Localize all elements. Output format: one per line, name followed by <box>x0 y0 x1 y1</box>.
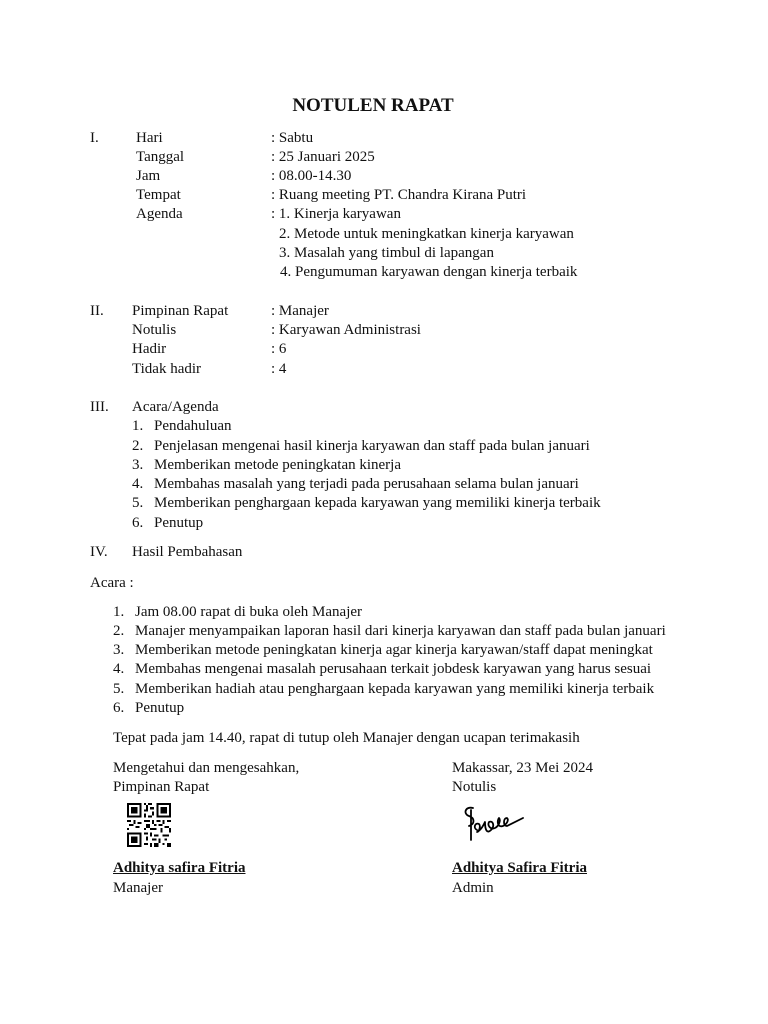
list-item-number: 2. <box>132 438 144 454</box>
value-tidak-hadir: : 4 <box>271 361 287 377</box>
label-pimpinan: Pimpinan Rapat <box>132 303 229 319</box>
value-pimpinan: : Manajer <box>271 303 329 319</box>
list-item-number: 3. <box>132 457 144 473</box>
list-item: Membahas mengenai masalah perusahaan terkait jobdesk karyawan yang harus sesuai <box>135 661 652 677</box>
section-heading: Acara/Agenda <box>132 399 219 415</box>
value-agenda: : 1. Kinerja karyawan <box>271 206 401 222</box>
signer-role: Admin <box>452 880 494 896</box>
list-item: Memberikan penghargaan kepada karyawan yang memiliki kinerja terbaik <box>154 495 601 511</box>
value-hari: : Sabtu <box>271 130 314 146</box>
list-item: Memberikan metode peningkatan kinerja <box>154 457 401 473</box>
list-item-number: 4. <box>132 476 144 492</box>
acara-label: Acara : <box>90 575 134 591</box>
page-title: NOTULEN RAPAT <box>292 95 454 116</box>
list-item: Jam 08.00 rapat di buka oleh Manajer <box>135 604 363 620</box>
list-item-number: 6. <box>132 515 144 531</box>
value-jam: : 08.00-14.30 <box>271 168 352 184</box>
list-item-number: 1. <box>113 604 125 620</box>
list-item: Memberikan hadiah atau penghargaan kepada karyawan yang memiliki kinerja terbaik <box>135 681 655 697</box>
approval-text: Mengetahui dan mengesahkan, <box>113 760 300 776</box>
signer-name: Adhitya safira Fitria <box>113 860 246 876</box>
signer-title: Notulis <box>452 779 497 795</box>
section-numeral: I. <box>90 130 99 146</box>
label-hadir: Hadir <box>132 341 167 357</box>
list-item: Memberikan metode peningkatan kinerja agar kinerja karyawan/staff dapat meningkat <box>135 642 653 658</box>
list-item-number: 4. <box>113 661 125 677</box>
list-item: Penutup <box>154 515 204 531</box>
closing-statement: Tepat pada jam 14.40, rapat di tutup oleh Manajer dengan ucapan terimakasih <box>113 730 580 746</box>
list-item-number: 2. <box>113 623 125 639</box>
label-jam: Jam <box>136 168 161 184</box>
list-item-number: 5. <box>132 495 144 511</box>
value-tanggal: : 25 Januari 2025 <box>271 149 375 165</box>
agenda-item: 2. Metode untuk meningkatkan kinerja karyawan <box>279 226 574 242</box>
agenda-item: 4. Pengumuman karyawan dengan kinerja terbaik <box>280 264 578 280</box>
label-notulis: Notulis <box>132 322 177 338</box>
list-item-number: 6. <box>113 700 125 716</box>
label-hari: Hari <box>136 130 163 146</box>
agenda-item: 3. Masalah yang timbul di lapangan <box>279 245 494 261</box>
list-item: Membahas masalah yang terjadi pada perusahaan selama bulan januari <box>154 476 579 492</box>
value-tempat: : Ruang meeting PT. Chandra Kirana Putri <box>271 187 527 203</box>
label-tidak-hadir: Tidak hadir <box>132 361 202 377</box>
qr-code-icon <box>127 803 171 847</box>
list-item: Penutup <box>135 700 185 716</box>
signer-title: Pimpinan Rapat <box>113 779 210 795</box>
section-numeral: II. <box>90 303 104 319</box>
list-item-number: 3. <box>113 642 125 658</box>
label-tempat: Tempat <box>136 187 181 203</box>
section-heading: Hasil Pembahasan <box>132 544 243 560</box>
list-item-number: 1. <box>132 418 144 434</box>
place-date: Makassar, 23 Mei 2024 <box>452 760 594 776</box>
label-agenda: Agenda <box>136 206 183 222</box>
list-item: Manajer menyampaikan laporan hasil dari kinerja karyawan dan staff pada bulan januari <box>135 623 666 639</box>
section-numeral: III. <box>90 399 109 415</box>
signature-icon <box>459 800 527 852</box>
label-tanggal: Tanggal <box>136 149 185 165</box>
list-item: Penjelasan mengenai hasil kinerja karyawan dan staff pada bulan januari <box>154 438 590 454</box>
signer-role: Manajer <box>113 880 163 896</box>
signer-name: Adhitya Safira Fitria <box>452 860 587 876</box>
list-item-number: 5. <box>113 681 125 697</box>
value-hadir: : 6 <box>271 341 287 357</box>
list-item: Pendahuluan <box>154 418 232 434</box>
value-notulis: : Karyawan Administrasi <box>271 322 421 338</box>
section-numeral: IV. <box>90 544 108 560</box>
